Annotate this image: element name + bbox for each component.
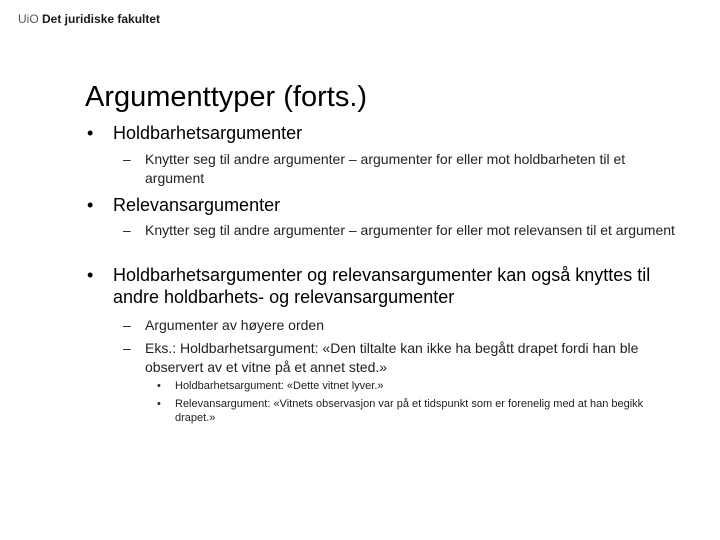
sub-item-relevans-definition bbox=[123, 221, 685, 240]
sub-item-holdbarhet-definition bbox=[123, 150, 685, 188]
dash-marker: – bbox=[123, 222, 131, 238]
dash-marker: – bbox=[123, 340, 131, 356]
subsub-item-relevans-example bbox=[157, 397, 655, 425]
subsub-item-text: Holdbarhetsargument: «Dette vitnet lyver.» bbox=[175, 380, 384, 392]
bullet-item-higher-order bbox=[87, 264, 658, 308]
bullet-marker: • bbox=[87, 265, 94, 285]
sub-item-higher-order bbox=[123, 316, 685, 335]
faculty-name: Det juridiske fakultet bbox=[42, 12, 161, 26]
sub-item-text: Knytter seg til andre argumenter – argumenter for eller mot relevansen til et argument bbox=[145, 222, 675, 238]
subsub-item-holdbarhet-example bbox=[157, 379, 665, 393]
dash-marker: – bbox=[123, 151, 131, 167]
dash-marker: – bbox=[123, 317, 131, 333]
bullet-text: Holdbarhetsargumenter og relevansargumenter kan også knyttes til andre holdbarhets- og relevansargumenter bbox=[113, 265, 651, 307]
bullet-text: Relevansargumenter bbox=[113, 195, 281, 215]
sub-item-text: Eks.: Holdbarhetsargument: «Den tiltalte kan ikke ha begått drapet fordi han ble observert av et vitne på et annet sted.» bbox=[145, 340, 639, 375]
uio-logo: UiO bbox=[18, 12, 39, 26]
bullet-marker: • bbox=[157, 398, 161, 410]
sub-item-text: Knytter seg til andre argumenter – argumenter for eller mot holdbarheten til et argument bbox=[145, 151, 626, 186]
sub-item-example bbox=[123, 339, 665, 377]
header bbox=[18, 12, 160, 26]
bullet-item-holdbarhetsargumenter bbox=[87, 122, 673, 144]
bullet-item-relevansargumenter bbox=[87, 194, 673, 216]
bullet-marker: • bbox=[87, 195, 94, 215]
bullet-marker: • bbox=[87, 123, 94, 143]
subsub-item-text: Relevansargument: «Vitnets observasjon var på et tidspunkt som er forenelig med at han begikk drapet.» bbox=[175, 398, 644, 424]
slide-title: Argumenttyper (forts.) bbox=[85, 81, 368, 113]
bullet-marker: • bbox=[157, 380, 161, 392]
sub-item-text: Argumenter av høyere orden bbox=[145, 317, 324, 333]
bullet-text: Holdbarhetsargumenter bbox=[113, 123, 303, 143]
